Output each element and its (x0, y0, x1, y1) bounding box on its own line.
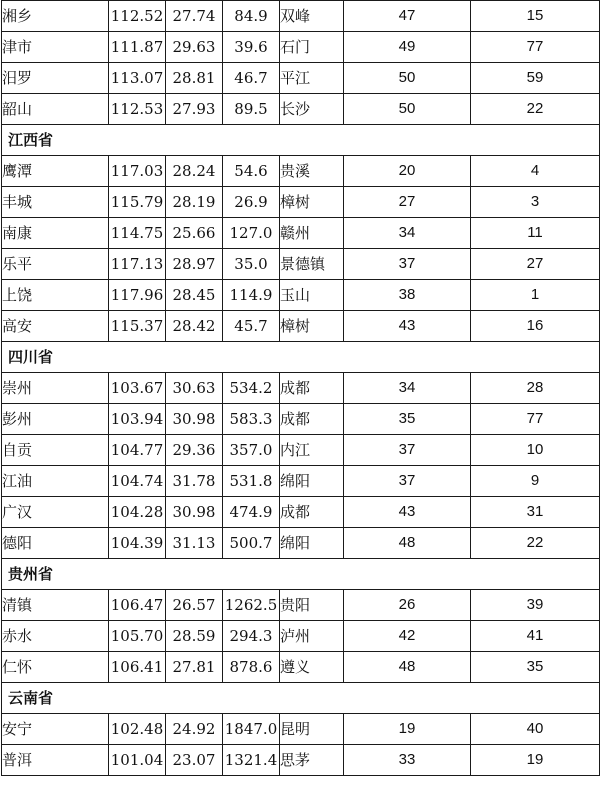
city-name-cell: 津市 (2, 32, 109, 63)
longitude-cell: 117.03 (109, 156, 166, 187)
altitude-cell: 46.7 (223, 63, 280, 94)
value-1-cell: 37 (344, 435, 471, 466)
altitude-cell: 1847.0 (223, 714, 280, 745)
city-name-cell: 德阳 (2, 528, 109, 559)
value-1-cell: 33 (344, 745, 471, 776)
altitude-cell: 878.6 (223, 652, 280, 683)
longitude-cell: 102.48 (109, 714, 166, 745)
latitude-cell: 28.45 (166, 280, 223, 311)
city-name-cell: 高安 (2, 311, 109, 342)
longitude-cell: 104.74 (109, 466, 166, 497)
table-row (2, 63, 600, 94)
value-1-cell: 26 (344, 590, 471, 621)
longitude-cell: 111.87 (109, 32, 166, 63)
latitude-cell: 28.81 (166, 63, 223, 94)
city-name-cell: 汨罗 (2, 63, 109, 94)
table-row (2, 187, 600, 218)
altitude-cell: 474.9 (223, 497, 280, 528)
city-name-cell: 南康 (2, 218, 109, 249)
value-1-cell: 50 (344, 94, 471, 125)
reference-station-cell: 双峰 (280, 1, 344, 32)
latitude-cell: 23.07 (166, 745, 223, 776)
city-name-cell: 普洱 (2, 745, 109, 776)
table-row (2, 652, 600, 683)
city-name-cell: 安宁 (2, 714, 109, 745)
city-name-cell: 湘乡 (2, 1, 109, 32)
latitude-cell: 30.98 (166, 404, 223, 435)
city-name-cell: 乐平 (2, 249, 109, 280)
city-name-cell: 韶山 (2, 94, 109, 125)
latitude-cell: 28.97 (166, 249, 223, 280)
value-2-cell: 1 (471, 280, 600, 311)
altitude-cell: 54.6 (223, 156, 280, 187)
longitude-cell: 117.13 (109, 249, 166, 280)
city-name-cell: 鹰潭 (2, 156, 109, 187)
altitude-cell: 294.3 (223, 621, 280, 652)
province-header-row (2, 683, 600, 714)
longitude-cell: 115.79 (109, 187, 166, 218)
latitude-cell: 28.59 (166, 621, 223, 652)
reference-station-cell: 内江 (280, 435, 344, 466)
reference-station-cell: 遵义 (280, 652, 344, 683)
province-name: 四川省 (2, 342, 600, 373)
reference-station-cell: 樟树 (280, 187, 344, 218)
city-name-cell: 崇州 (2, 373, 109, 404)
value-1-cell: 37 (344, 466, 471, 497)
value-2-cell: 19 (471, 745, 600, 776)
reference-station-cell: 昆明 (280, 714, 344, 745)
value-2-cell: 16 (471, 311, 600, 342)
reference-station-cell: 长沙 (280, 94, 344, 125)
altitude-cell: 114.9 (223, 280, 280, 311)
value-2-cell: 28 (471, 373, 600, 404)
value-1-cell: 35 (344, 404, 471, 435)
value-2-cell: 15 (471, 1, 600, 32)
table-row (2, 528, 600, 559)
table-row (2, 249, 600, 280)
city-name-cell: 清镇 (2, 590, 109, 621)
altitude-cell: 1262.5 (223, 590, 280, 621)
value-1-cell: 20 (344, 156, 471, 187)
value-1-cell: 38 (344, 280, 471, 311)
latitude-cell: 25.66 (166, 218, 223, 249)
altitude-cell: 26.9 (223, 187, 280, 218)
longitude-cell: 103.67 (109, 373, 166, 404)
longitude-cell: 106.41 (109, 652, 166, 683)
longitude-cell: 114.75 (109, 218, 166, 249)
latitude-cell: 28.42 (166, 311, 223, 342)
latitude-cell: 28.24 (166, 156, 223, 187)
altitude-cell: 35.0 (223, 249, 280, 280)
latitude-cell: 31.13 (166, 528, 223, 559)
value-2-cell: 4 (471, 156, 600, 187)
table-row (2, 156, 600, 187)
latitude-cell: 27.81 (166, 652, 223, 683)
value-2-cell: 31 (471, 497, 600, 528)
table-row (2, 32, 600, 63)
table-row (2, 435, 600, 466)
city-name-cell: 自贡 (2, 435, 109, 466)
reference-station-cell: 成都 (280, 497, 344, 528)
value-2-cell: 59 (471, 63, 600, 94)
city-name-cell: 江油 (2, 466, 109, 497)
longitude-cell: 104.39 (109, 528, 166, 559)
latitude-cell: 26.57 (166, 590, 223, 621)
latitude-cell: 29.63 (166, 32, 223, 63)
city-name-cell: 广汉 (2, 497, 109, 528)
city-name-cell: 赤水 (2, 621, 109, 652)
table-row (2, 404, 600, 435)
reference-station-cell: 绵阳 (280, 528, 344, 559)
reference-station-cell: 贵阳 (280, 590, 344, 621)
value-1-cell: 42 (344, 621, 471, 652)
longitude-cell: 113.07 (109, 63, 166, 94)
longitude-cell: 115.37 (109, 311, 166, 342)
altitude-cell: 127.0 (223, 218, 280, 249)
longitude-cell: 101.04 (109, 745, 166, 776)
longitude-cell: 112.52 (109, 1, 166, 32)
city-name-cell: 上饶 (2, 280, 109, 311)
table-row (2, 218, 600, 249)
table-row (2, 745, 600, 776)
reference-station-cell: 樟树 (280, 311, 344, 342)
altitude-cell: 84.9 (223, 1, 280, 32)
altitude-cell: 1321.4 (223, 745, 280, 776)
table-row (2, 466, 600, 497)
value-1-cell: 34 (344, 218, 471, 249)
altitude-cell: 531.8 (223, 466, 280, 497)
reference-station-cell: 成都 (280, 373, 344, 404)
province-name: 江西省 (2, 125, 600, 156)
value-2-cell: 77 (471, 32, 600, 63)
table-row (2, 373, 600, 404)
value-2-cell: 40 (471, 714, 600, 745)
value-2-cell: 11 (471, 218, 600, 249)
altitude-cell: 45.7 (223, 311, 280, 342)
value-1-cell: 37 (344, 249, 471, 280)
table-row (2, 94, 600, 125)
province-header-row (2, 559, 600, 590)
latitude-cell: 30.98 (166, 497, 223, 528)
value-1-cell: 50 (344, 63, 471, 94)
value-2-cell: 10 (471, 435, 600, 466)
table-row (2, 280, 600, 311)
province-name: 贵州省 (2, 559, 600, 590)
latitude-cell: 28.19 (166, 187, 223, 218)
table-row (2, 590, 600, 621)
value-1-cell: 43 (344, 311, 471, 342)
altitude-cell: 500.7 (223, 528, 280, 559)
altitude-cell: 583.3 (223, 404, 280, 435)
city-name-cell: 彭州 (2, 404, 109, 435)
longitude-cell: 117.96 (109, 280, 166, 311)
latitude-cell: 24.92 (166, 714, 223, 745)
longitude-cell: 106.47 (109, 590, 166, 621)
reference-station-cell: 思茅 (280, 745, 344, 776)
value-2-cell: 41 (471, 621, 600, 652)
table-row (2, 621, 600, 652)
longitude-cell: 105.70 (109, 621, 166, 652)
value-1-cell: 19 (344, 714, 471, 745)
reference-station-cell: 景德镇 (280, 249, 344, 280)
reference-station-cell: 绵阳 (280, 466, 344, 497)
province-name: 云南省 (2, 683, 600, 714)
longitude-cell: 104.28 (109, 497, 166, 528)
altitude-cell: 357.0 (223, 435, 280, 466)
value-2-cell: 35 (471, 652, 600, 683)
city-name-cell: 仁怀 (2, 652, 109, 683)
table-row (2, 714, 600, 745)
reference-station-cell: 成都 (280, 404, 344, 435)
reference-station-cell: 赣州 (280, 218, 344, 249)
reference-station-cell: 贵溪 (280, 156, 344, 187)
value-2-cell: 27 (471, 249, 600, 280)
value-2-cell: 77 (471, 404, 600, 435)
value-2-cell: 9 (471, 466, 600, 497)
longitude-cell: 112.53 (109, 94, 166, 125)
altitude-cell: 89.5 (223, 94, 280, 125)
table-row (2, 1, 600, 32)
station-data-table (1, 0, 600, 776)
latitude-cell: 31.78 (166, 466, 223, 497)
table-row (2, 497, 600, 528)
value-2-cell: 22 (471, 528, 600, 559)
value-2-cell: 39 (471, 590, 600, 621)
reference-station-cell: 泸州 (280, 621, 344, 652)
latitude-cell: 27.93 (166, 94, 223, 125)
latitude-cell: 27.74 (166, 1, 223, 32)
reference-station-cell: 玉山 (280, 280, 344, 311)
province-header-row (2, 342, 600, 373)
table-body (2, 1, 600, 776)
value-1-cell: 34 (344, 373, 471, 404)
latitude-cell: 30.63 (166, 373, 223, 404)
value-1-cell: 48 (344, 528, 471, 559)
reference-station-cell: 石门 (280, 32, 344, 63)
value-1-cell: 47 (344, 1, 471, 32)
value-1-cell: 43 (344, 497, 471, 528)
longitude-cell: 104.77 (109, 435, 166, 466)
value-1-cell: 49 (344, 32, 471, 63)
province-header-row (2, 125, 600, 156)
latitude-cell: 29.36 (166, 435, 223, 466)
altitude-cell: 534.2 (223, 373, 280, 404)
table-row (2, 311, 600, 342)
reference-station-cell: 平江 (280, 63, 344, 94)
value-1-cell: 48 (344, 652, 471, 683)
value-1-cell: 27 (344, 187, 471, 218)
city-name-cell: 丰城 (2, 187, 109, 218)
longitude-cell: 103.94 (109, 404, 166, 435)
altitude-cell: 39.6 (223, 32, 280, 63)
value-2-cell: 22 (471, 94, 600, 125)
value-2-cell: 3 (471, 187, 600, 218)
